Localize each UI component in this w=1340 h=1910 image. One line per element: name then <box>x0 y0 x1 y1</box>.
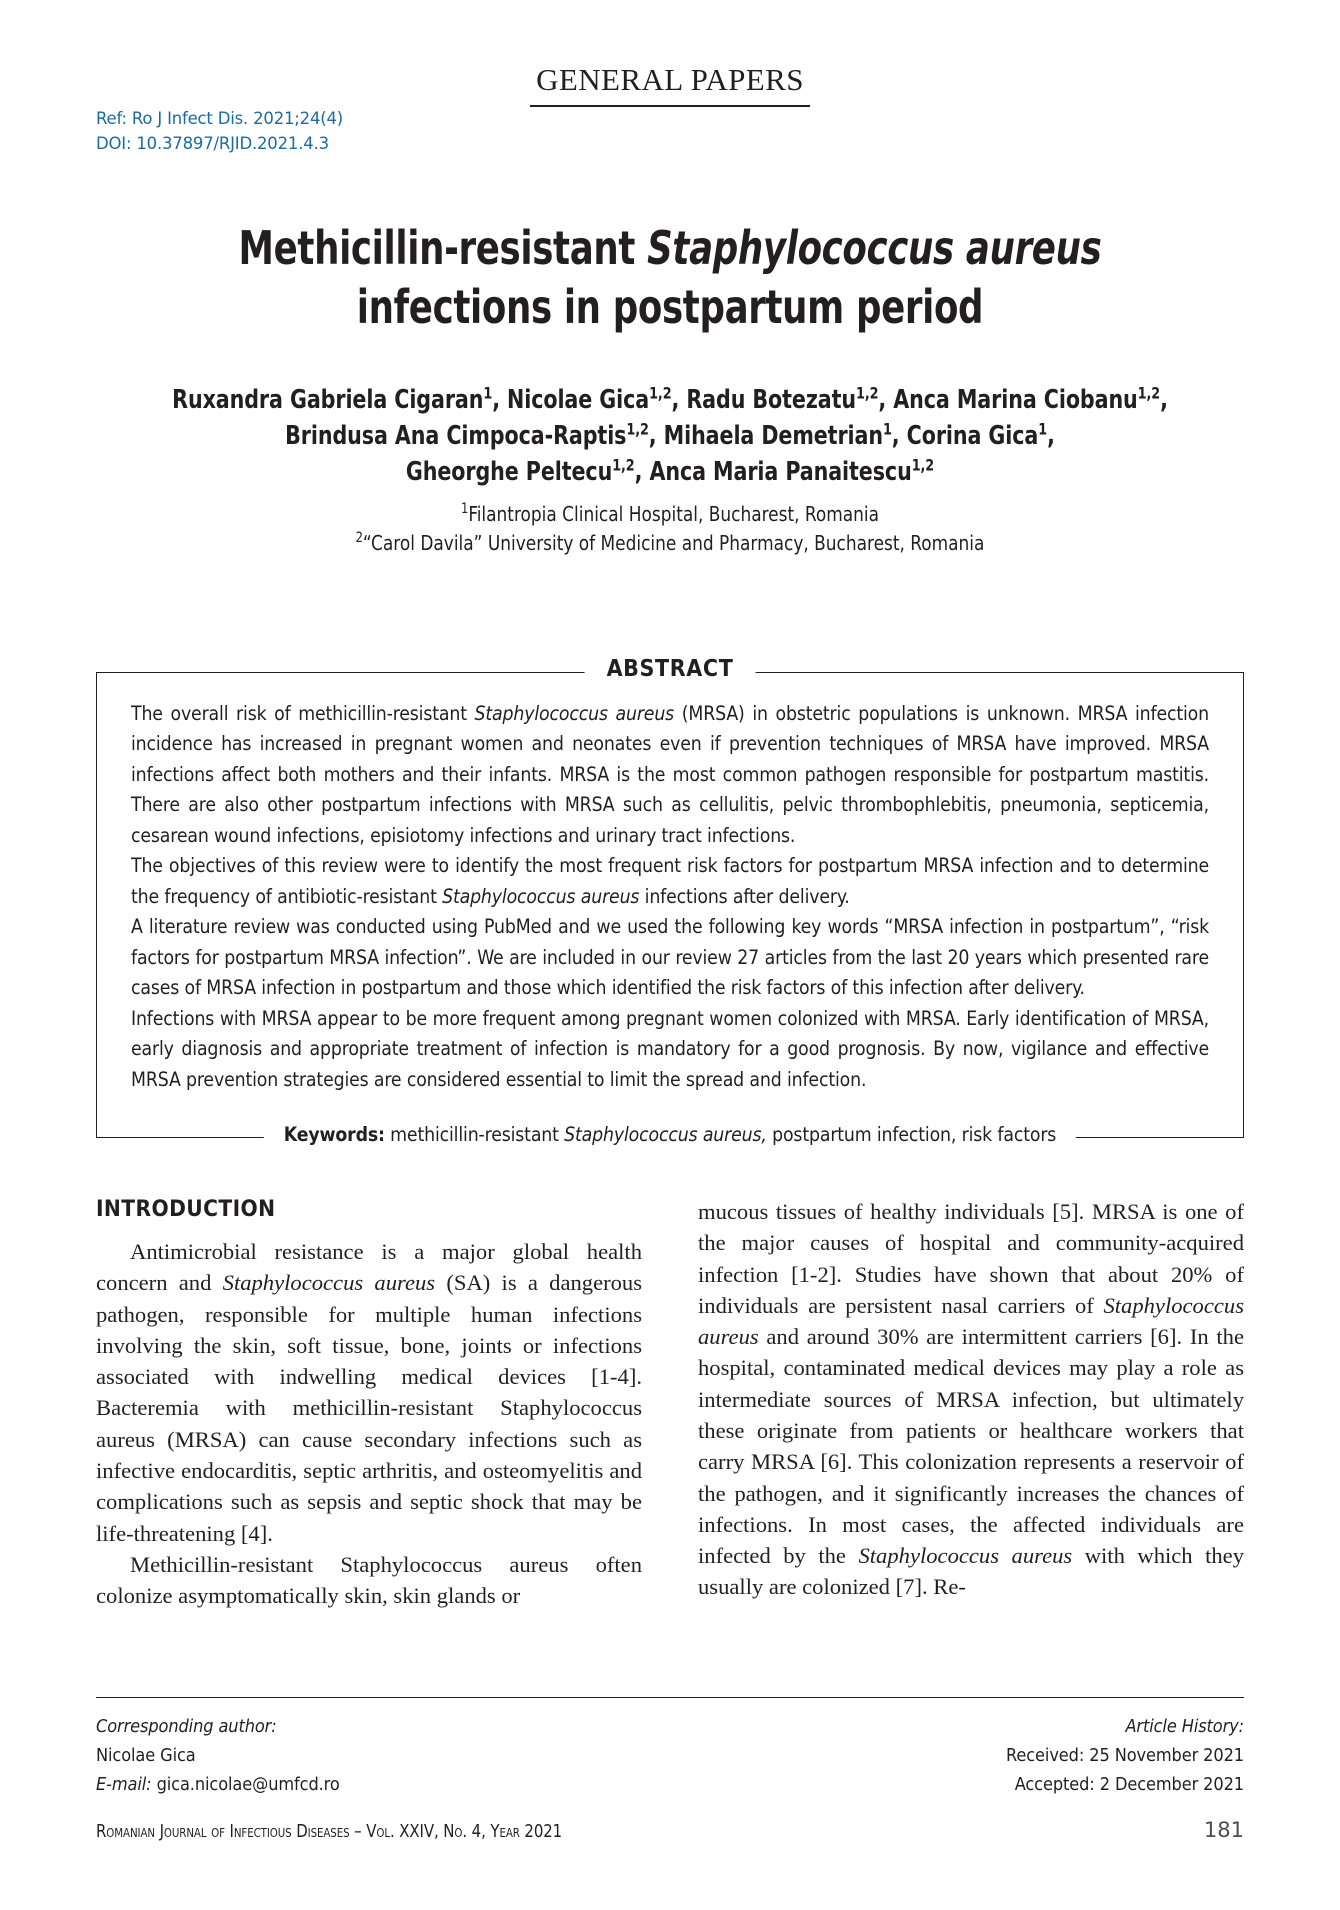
article-accepted-date: Accepted: 2 December 2021 <box>1014 1774 1244 1796</box>
affiliation-2-text: “Carol Davila” University of Medicine and Pharmacy, Bucharest, Romania <box>362 530 985 555</box>
affiliation-1-marker: 1 <box>460 501 469 518</box>
abstract-top-rule <box>97 656 1243 682</box>
column-left <box>96 1196 642 1611</box>
article-history-label-text: Article History: <box>1125 1716 1244 1737</box>
abstract-paragraph-3: A literature review was conducted using PubMed and we used the following key words “MRSA infection in postpartum”, “risk factors for postpartum MRSA infection”. We are included in our review 27 articles from the last 20 years which presented rare cases of MRSA infection in postpartum and those which identified the risk factors of this infection after delivery. <box>131 915 1209 1000</box>
reference-block <box>96 106 343 156</box>
body-columns <box>96 1196 1244 1611</box>
intro-paragraph-1 <box>96 1236 642 1549</box>
footnote-area <box>96 1712 1244 1799</box>
intro-paragraph-continued <box>698 1196 1244 1603</box>
affiliation-2-marker: 2 <box>355 529 363 546</box>
intro-paragraph-2: Methicillin-resistant Staphylococcus aureus often colonize asymptomatically skin, skin glands or <box>96 1551 642 1609</box>
affiliation-1 <box>142 500 1198 529</box>
author-line-3: Gheorghe Peltecu$^{1,2}$, Anca Maria Panaitescu$^{1,2}$ <box>405 455 935 488</box>
intro-right-part-a: mucous tissues of healthy individuals [5]. MRSA is one of the major causes of hospital and community-acquired infection [1-2]. Studies have shown that about 20% of individuals are persistent nasal carriers of <box>698 1199 1244 1318</box>
intro-right-part-b: and around 30% are intermittent carriers [6]. In the hospital, contaminated medical devices may play a role as intermediate sources of MRSA infection, but ultimately these originate from patients or healthcare workers that carry MRSA [6]. This colonization represents a reservoir of the pathogen, and it significantly increases the chances of infections. In most cases, the affected individuals are infected by the <box>698 1324 1244 1569</box>
corresponding-author-email <box>96 1770 340 1799</box>
running-head: GENERAL PAPERS <box>530 62 810 107</box>
abstract-paragraph-2 <box>131 851 1209 912</box>
article-received-date: Received: 25 November 2021 <box>1006 1745 1244 1767</box>
section-heading-introduction: INTRODUCTION <box>96 1196 276 1222</box>
affiliation-list <box>142 500 1198 557</box>
article-history-label <box>1006 1712 1244 1741</box>
abstract-box <box>96 656 1244 1147</box>
abstract-p1-part-a: The overall risk of methicillin-resistant <box>131 702 475 725</box>
affiliation-1-text: Filantropia Clinical Hospital, Bucharest, Romania <box>468 502 880 526</box>
abstract-heading: ABSTRACT <box>585 656 756 682</box>
article-history-block <box>1006 1712 1244 1799</box>
title-species-name: Staphylococcus aureus <box>647 220 1102 275</box>
intro-right-species-1: Staphylococcus aureus <box>698 1292 1244 1350</box>
keywords-part-a: methicillin-resistant <box>384 1123 565 1147</box>
keywords-line <box>264 1123 1076 1146</box>
intro-right-part-c: with which they usually are colonized [7]. Re- <box>698 1543 1245 1600</box>
email-address[interactable]: gica.nicolae@umfcd.ro <box>151 1774 340 1796</box>
running-head-container <box>0 62 1340 107</box>
intro-p1-part-a: Antimicrobial resistance is a major global health concern and <box>96 1239 642 1296</box>
affiliation-2 <box>142 529 1198 558</box>
keywords-part-b: postpartum infection, risk factors <box>766 1123 1057 1147</box>
keywords-species: Staphylococcus aureus, <box>564 1123 767 1147</box>
email-label: E-mail: <box>96 1774 152 1796</box>
footnote-divider <box>96 1697 1244 1698</box>
journal-ref: Ref: Ro J Infect Dis. 2021;24(4) <box>96 109 344 128</box>
title-line-2: infections in postpartum period <box>356 279 984 334</box>
abstract-p2-species: Staphylococcus aureus <box>442 884 640 908</box>
abstract-body <box>97 673 1243 1099</box>
intro-right-species-2: Staphylococcus aureus <box>858 1543 1073 1569</box>
intro-p1-species: Staphylococcus aureus <box>222 1270 436 1296</box>
page-title <box>176 219 1163 337</box>
author-line-2: Brindusa Ana Cimpoca-Raptis$^{1,2}$, Mihaela Demetrian$^1$, Corina Gica$^1$, <box>285 419 1055 452</box>
column-right <box>698 1196 1244 1611</box>
abstract-paragraph-1 <box>131 699 1209 851</box>
page-number: 181 <box>1203 1818 1244 1842</box>
title-line-1-prefix: Methicillin-resistant <box>238 220 648 275</box>
corresponding-author-name: Nicolae Gica <box>96 1745 196 1767</box>
author-list <box>153 382 1186 491</box>
abstract-paragraph-4: Infections with MRSA appear to be more frequent among pregnant women colonized with MRSA. Early identification of MRSA, early diagnosis and appropriate treatment of infection is mandatory for a good prognosis. By now, vigilance and effective MRSA prevention strategies are considered essential to limit the spread and infection. <box>131 1006 1209 1091</box>
corresponding-label-text: Corresponding author: <box>96 1716 277 1737</box>
author-line-1: Ruxandra Gabriela Cigaran$^1$, Nicolae Gica$^{1,2}$, Radu Botezatu$^{1,2}$, Anca Marina Ciobanu$^{1,2}$, <box>172 383 1168 415</box>
abstract-p2-part-b: infections after delivery. <box>639 884 850 908</box>
abstract-bottom-rule <box>97 1123 1243 1147</box>
page-footer <box>96 1818 1244 1842</box>
abstract-p1-part-b: (MRSA) in obstetric populations is unknown. MRSA infection incidence has increased in pregnant women and neonates even if prevention techniques of MRSA have improved. MRSA infections affect both mothers and their infants. MRSA is the most common pathogen responsible for postpartum mastitis. There are also other postpartum infections with MRSA such as cellulitis, pelvic thrombophlebitis, pneumonia, septicemia, cesarean wound infections, episiotomy infections and urinary tract infections. <box>131 702 1209 847</box>
abstract-p1-species: Staphylococcus aureus <box>474 702 675 725</box>
doi[interactable]: DOI: 10.37897/RJID.2021.4.3 <box>96 134 329 154</box>
journal-footer-line: Romanian Journal of Infectious Diseases – Vol. XXIV, No. 4, Year 2021 <box>96 1822 563 1842</box>
abstract-p2-part-a: The objectives of this review were to identify the most frequent risk factors for postpartum MRSA infection and to determine the frequency of antibiotic-resistant <box>131 854 1209 908</box>
intro-p1-part-b: (SA) is a dangerous pathogen, responsible for multiple human infections involving the skin, soft tissue, bone, joints or infections associated with indwelling medical devices [1-4]. Bacteremia with methicillin-resistant Staphylococcus aureus (MRSA) can cause secondary infections such as infective endocarditis, septic arthritis, and osteomyelitis and complications such as sepsis and septic shock that may be life-threatening [4]. <box>96 1270 643 1546</box>
corresponding-author-label <box>96 1712 340 1741</box>
keywords-label: Keywords: <box>283 1123 385 1147</box>
corresponding-author-block <box>96 1712 340 1799</box>
